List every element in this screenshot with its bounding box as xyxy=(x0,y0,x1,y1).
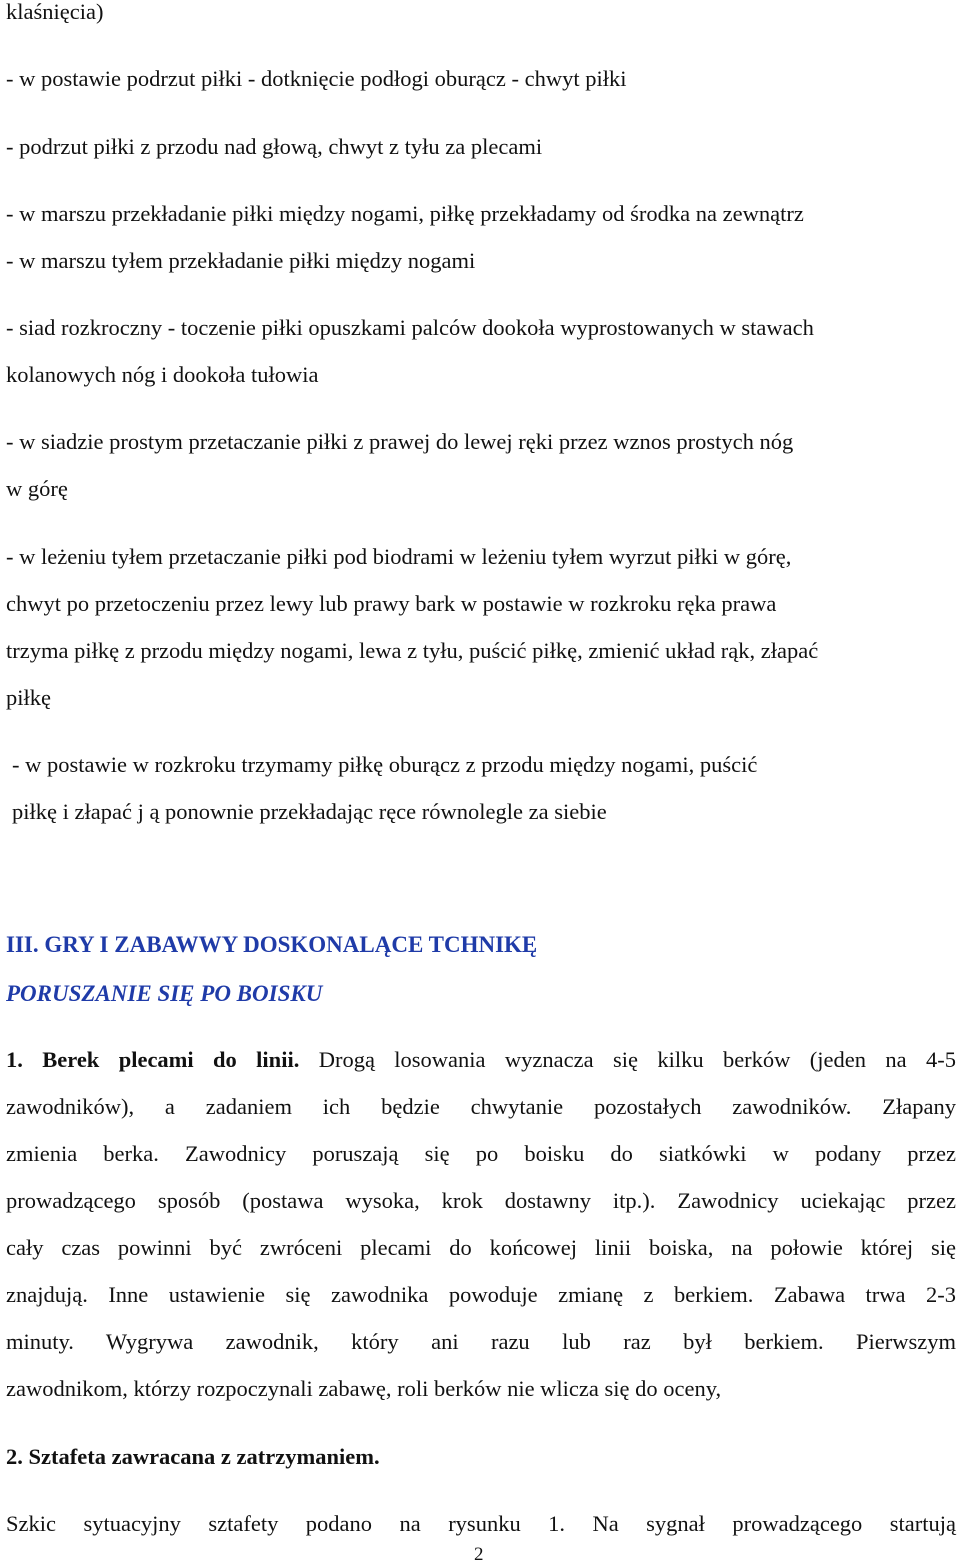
exercise-item: - w marszu tyłem przekładanie piłki między nogami xyxy=(6,248,476,273)
exercise-item-continuation: piłkę xyxy=(6,685,51,710)
exercise-item: - w marszu przekładanie piłki między nogami, piłkę przekładamy od środka na zewnątrz xyxy=(6,201,804,226)
game-title: 1. Berek plecami do linii. xyxy=(6,1047,300,1072)
exercise-item-continuation: w górę xyxy=(6,476,68,501)
exercise-item: - w leżeniu tyłem przetaczanie piłki pod biodrami w leżeniu tyłem wyrzut piłki w górę, xyxy=(6,544,792,569)
game-description-line: zawodnikom, którzy rozpoczynali zabawę, roli berków nie wlicza się do oceny, xyxy=(6,1376,722,1401)
game-description-line: zawodników), a zadaniem ich będzie chwytanie pozostałych zawodników. Złapany xyxy=(6,1094,956,1119)
game-description-line: znajdują. Inne ustawienie się zawodnika powoduje zmianę z berkiem. Zabawa trwa 2-3 xyxy=(6,1282,956,1307)
game-description-line xyxy=(6,1046,956,1074)
game-description-line: minuty. Wygrywa zawodnik, który ani razu lub raz był berkiem. Pierwszym xyxy=(6,1329,956,1354)
exercise-item: - w siadzie prostym przetaczanie piłki z prawej do lewej ręki przez wznos prostych nóg xyxy=(6,429,794,454)
section-subheading: PORUSZANIE SIĘ PO BOISKU xyxy=(6,981,323,1006)
text-line: klaśnięcia) xyxy=(6,0,104,24)
exercise-item: - podrzut piłki z przodu nad głową, chwyt z tyłu za plecami xyxy=(6,134,543,159)
exercise-item: - siad rozkroczny - toczenie piłki opuszkami palców dookoła wyprostowanych w stawach xyxy=(6,315,814,340)
exercise-item: - w postawie w rozkroku trzymamy piłkę oburącz z przodu między nogami, puścić xyxy=(12,752,758,777)
exercise-item-continuation: kolanowych nóg i dookoła tułowia xyxy=(6,362,319,387)
exercise-item-continuation: trzyma piłkę z przodu między nogami, lewa z tyłu, puścić piłkę, zmienić układ rąk, złapać xyxy=(6,638,819,663)
game-description-line: Szkic sytuacyjny sztafety podano na rysunku 1. Na sygnał prowadzącego startują xyxy=(6,1511,956,1536)
page-number: 2 xyxy=(474,1544,484,1565)
section-heading: III. GRY I ZABAWWY DOSKONALĄCE TCHNIKĘ xyxy=(6,932,538,957)
game-description-line: prowadzącego sposób (postawa wysoka, krok dostawny itp.). Zawodnicy uciekając przez xyxy=(6,1188,956,1213)
game-title: 2. Sztafeta zawracana z zatrzymaniem. xyxy=(6,1444,380,1469)
exercise-item-continuation: piłkę i złapać j ą ponownie przekładając ręce równolegle za siebie xyxy=(12,799,607,824)
game-description-line: cały czas powinni być zwróceni plecami do końcowej linii boiska, na połowie której się xyxy=(6,1235,956,1260)
exercise-item: - w postawie podrzut piłki - dotknięcie podłogi oburącz - chwyt piłki xyxy=(6,66,627,91)
game-description-line: zmienia berka. Zawodnicy poruszają się po boisku do siatkówki w podany przez xyxy=(6,1141,956,1166)
exercise-item-continuation: chwyt po przetoczeniu przez lewy lub prawy bark w postawie w rozkroku ręka prawa xyxy=(6,591,777,616)
game-text: Drogą losowania wyznacza się kilku berków (jeden na 4-5 xyxy=(299,1047,956,1072)
